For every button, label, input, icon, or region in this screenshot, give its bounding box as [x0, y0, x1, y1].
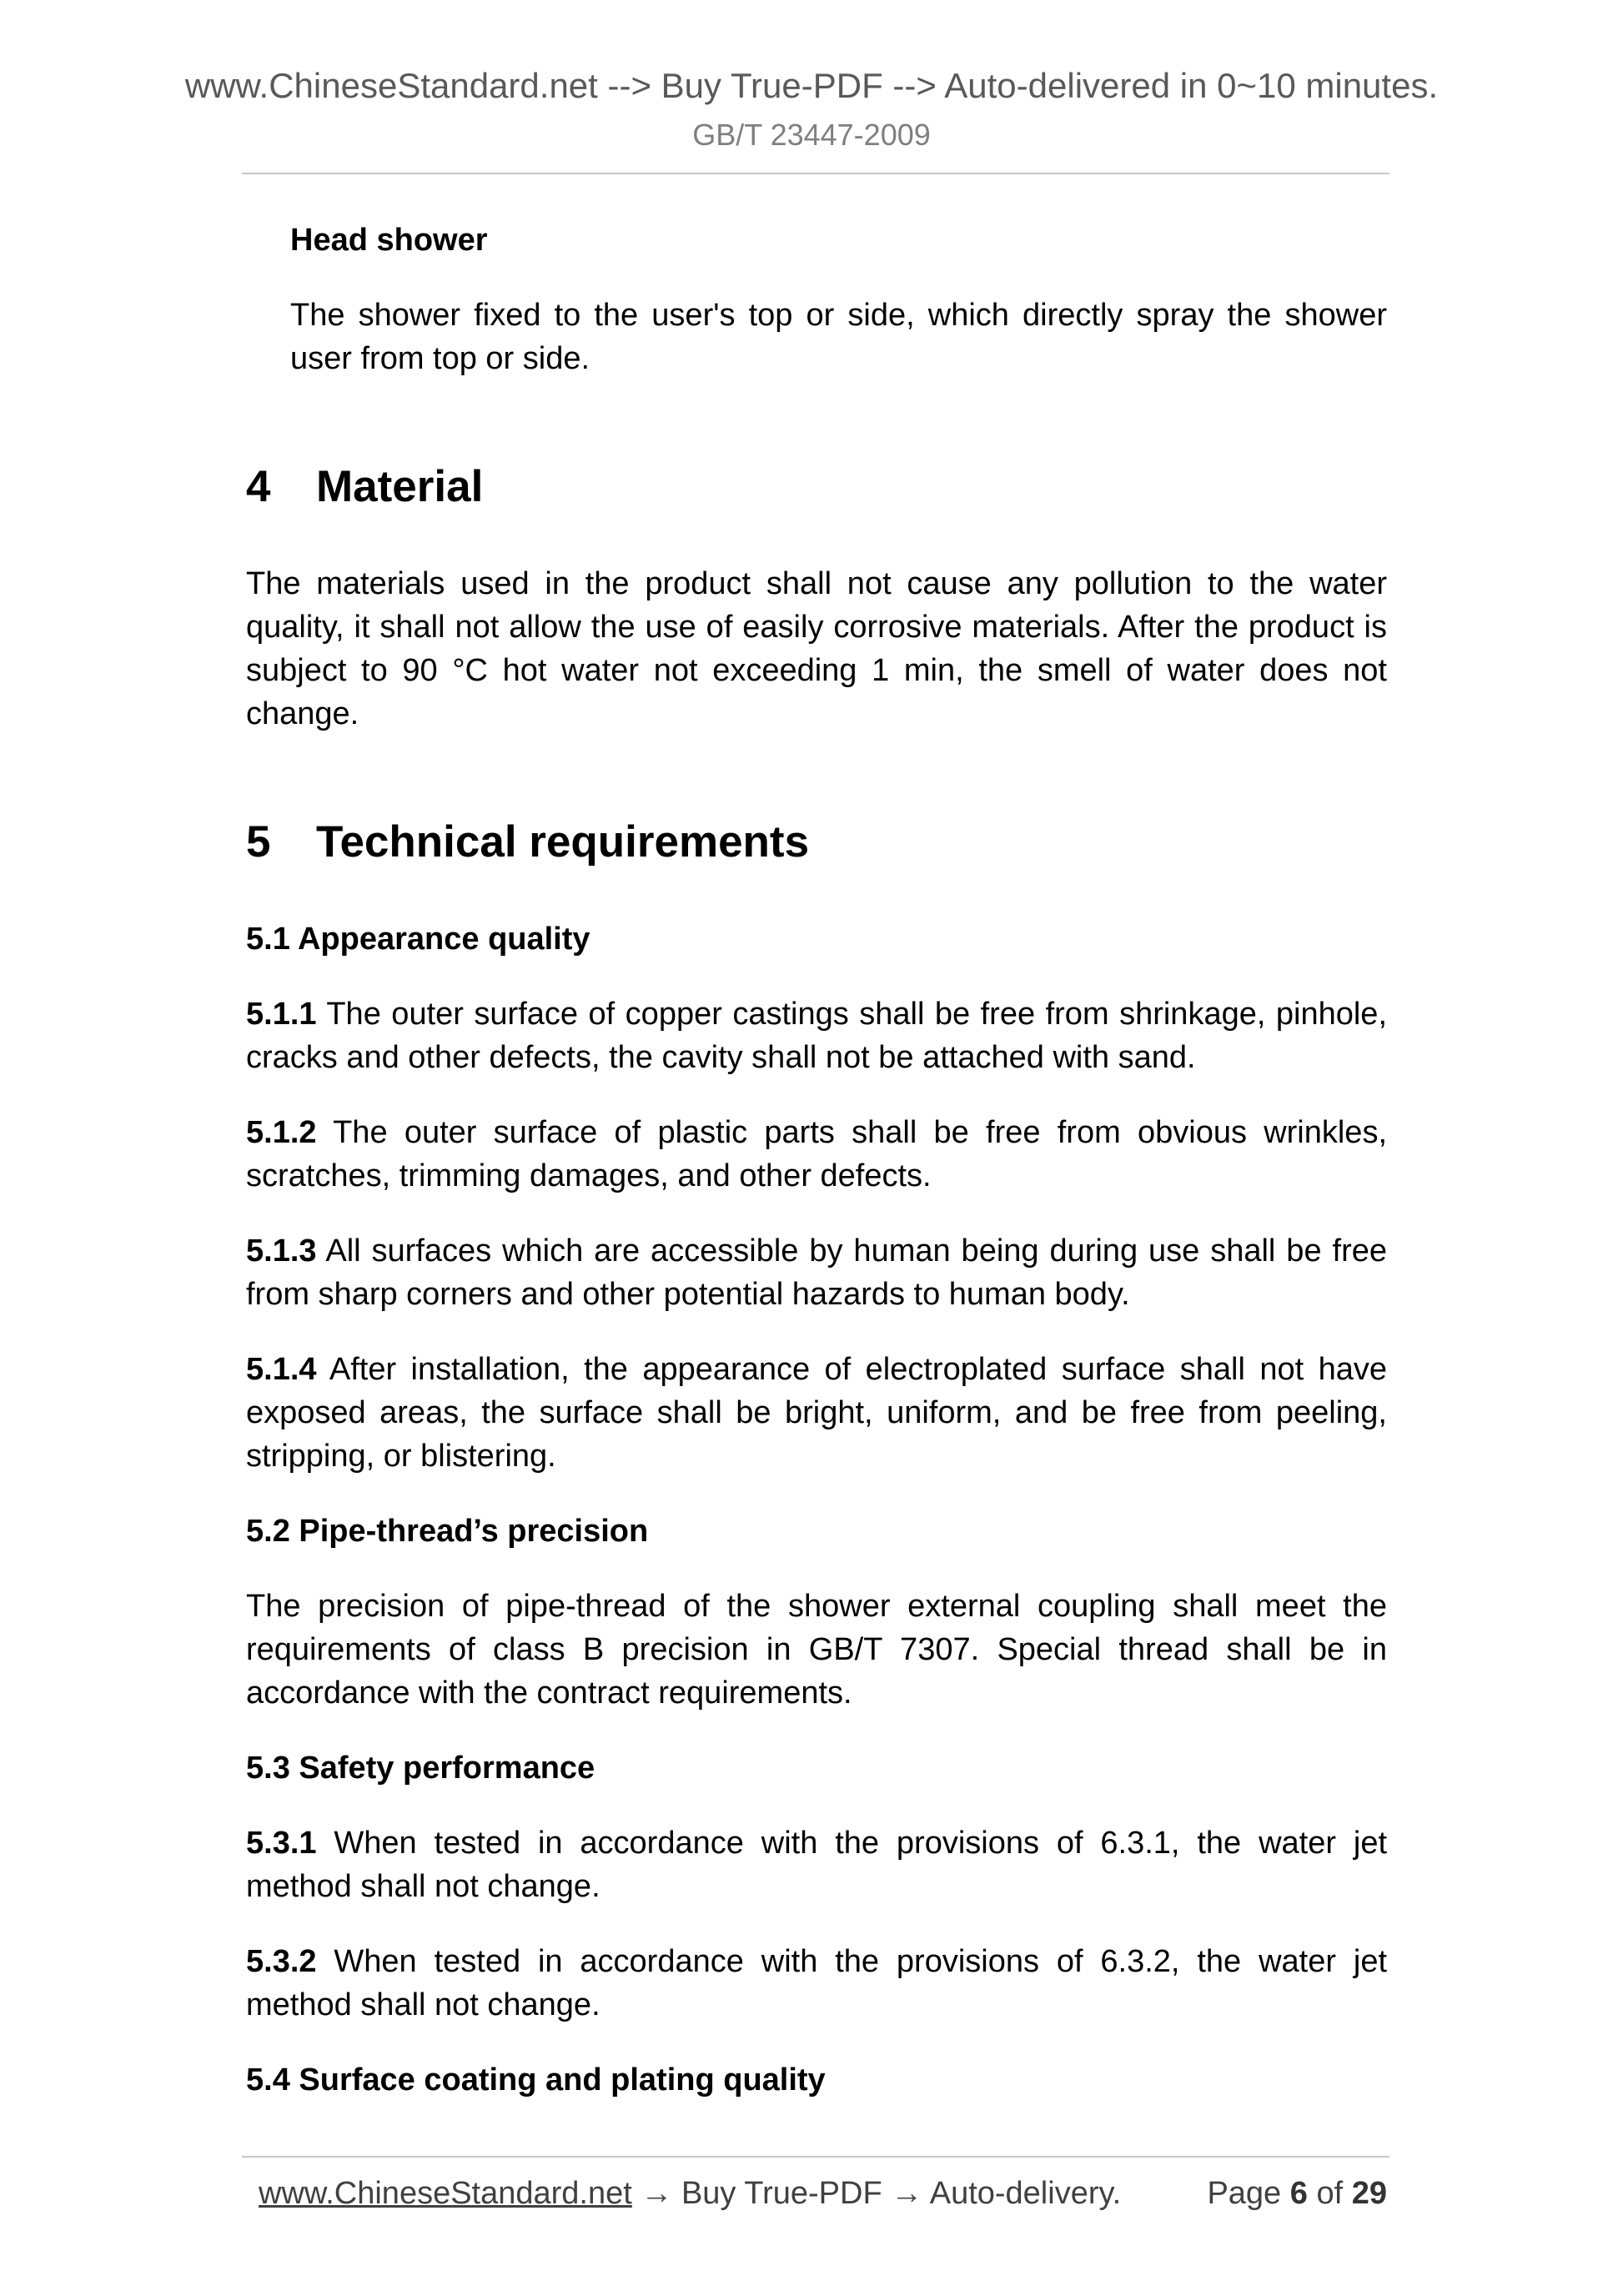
clause-number: 5.3.2 [246, 1944, 317, 1979]
clause-text: The outer surface of copper castings shall be free from shrinkage, pinhole, cracks and other defects, the cavity shall not be attached with sand. [246, 997, 1387, 1075]
term-definition: The shower fixed to the user's top or side, which directly spray the shower user from top or side. [290, 298, 1387, 376]
clause-number: 5.1.3 [246, 1233, 317, 1269]
footer-site-link[interactable]: www.ChineseStandard.net [259, 2176, 632, 2211]
clause-5-1-3 [246, 1229, 1387, 1316]
section-4-heading [246, 460, 1387, 514]
section-5-heading [246, 816, 1387, 869]
page-footer [259, 2170, 1387, 2217]
arrow-right-icon: → [891, 2176, 923, 2211]
arrow-right-icon: → [641, 2176, 673, 2211]
clause-5-3-1 [246, 1821, 1387, 1908]
footer-divider [242, 2156, 1389, 2158]
term-title: Head shower [290, 223, 488, 258]
header-divider [242, 173, 1389, 174]
page-of: of [1316, 2176, 1344, 2211]
subsection-5-4-heading: 5.4 Surface coating and plating quality [246, 2062, 826, 2098]
clause-text: When tested in accordance with the provisions of 6.3.1, the water jet method shall not change. [246, 1826, 1388, 1904]
subsection-5-2-text: The precision of pipe-thread of the shower external coupling shall meet the requirements of class B precision in GB/T 7307. Special thread shall be in accordance with the contract requirements. [246, 1589, 1387, 1711]
page-label: Page [1207, 2176, 1282, 2211]
clause-text: After installation, the appearance of electroplated surface shall not have exposed areas, the surface shall be bright, uniform, and be free from peeling, stripping, or blistering. [246, 1352, 1387, 1474]
term-definition-block [246, 219, 1387, 380]
clause-number: 5.1.4 [246, 1352, 317, 1387]
clause-5-1-4 [246, 1348, 1387, 1478]
section-number: 5 [246, 817, 271, 867]
clause-5-1-1 [246, 992, 1387, 1079]
clause-text: All surfaces which are accessible by human being during use shall be free from sharp corners and other potential hazards to human body. [246, 1233, 1387, 1312]
subsection-5-3-heading: 5.3 Safety performance [246, 1751, 595, 1786]
page-current: 6 [1289, 2176, 1308, 2211]
section-4-text: The materials used in the product shall not cause any pollution to the water quality, it shall not allow the use of easily corrosive materials. After the product is subject to 90 °C hot water not exceeding 1 min, the smell of water does not change. [246, 566, 1387, 731]
footer-promo [259, 2170, 1121, 2217]
subsection-5-1-heading: 5.1 Appearance quality [246, 922, 590, 957]
footer-delivery-text: Auto-delivery. [929, 2176, 1122, 2211]
section-title: Technical requirements [316, 817, 810, 867]
footer-buy-text: Buy True-PDF [681, 2176, 882, 2211]
standard-number: GB/T 23447-2009 [692, 118, 931, 152]
header-banner: www.ChineseStandard.net --> Buy True-PDF --> Auto-delivered in 0~10 minutes. [184, 66, 1439, 105]
section-number: 4 [246, 462, 271, 511]
clause-text: The outer surface of plastic parts shall be free from obvious wrinkles, scratches, trimming damages, and other defects. [246, 1115, 1388, 1193]
clause-number: 5.1.2 [246, 1115, 317, 1150]
clause-5-3-2 [246, 1940, 1387, 2027]
subsection-5-2-heading: 5.2 Pipe-thread’s precision [246, 1514, 649, 1549]
clause-5-1-2 [246, 1111, 1387, 1198]
clause-number: 5.1.1 [246, 997, 317, 1032]
section-title: Material [316, 462, 484, 511]
page-total: 29 [1351, 2176, 1387, 2211]
page-content [246, 219, 1387, 2133]
clause-number: 5.3.1 [246, 1826, 317, 1861]
page-indicator [1207, 2170, 1387, 2217]
clause-text: When tested in accordance with the provisions of 6.3.2, the water jet method shall not change. [246, 1944, 1388, 2022]
